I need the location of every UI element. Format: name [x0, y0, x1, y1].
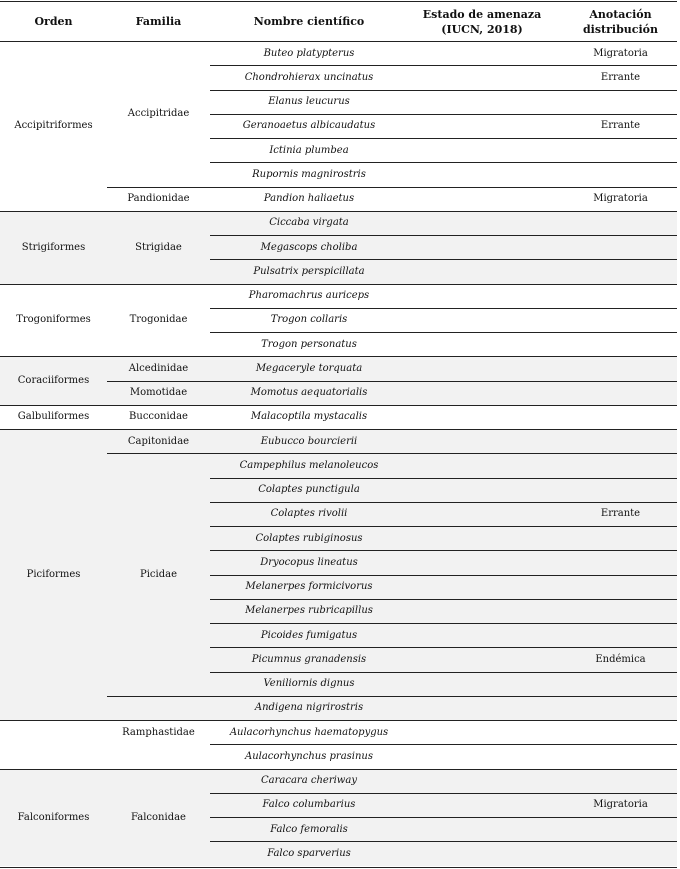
- familia-cell: [107, 211, 210, 284]
- species-name-text: Dryocopus lineatus: [260, 556, 358, 568]
- distribution-note: [564, 235, 677, 259]
- species-name-text: Campephilus melanoleucos: [239, 459, 379, 471]
- familia-cell-text: Pandionidae: [127, 193, 190, 205]
- familia-cell-text: Falconidae: [131, 811, 186, 823]
- familia-cell: [107, 284, 210, 357]
- species-name: [210, 453, 408, 477]
- species-name: [210, 769, 408, 793]
- orden-cell-text: Galbuliformes: [17, 411, 90, 423]
- species-name-text: Colaptes punctigula: [258, 484, 360, 496]
- species-name: [210, 65, 408, 89]
- distribution-note: [564, 550, 677, 574]
- distribution-note-text: Errante: [600, 120, 641, 132]
- distribution-note: [564, 356, 677, 380]
- species-name-text: Megascops choliba: [260, 241, 358, 253]
- species-name-text: Falco columbarius: [262, 799, 356, 811]
- species-name-text: Chondrohierax uncinatus: [244, 71, 374, 83]
- species-name: [210, 356, 408, 380]
- species-name: [210, 502, 408, 526]
- species-name: [210, 284, 408, 308]
- species-divider: [210, 672, 677, 673]
- species-name-text: Ictinia plumbea: [269, 144, 349, 156]
- species-name: [210, 575, 408, 599]
- distribution-note: [564, 744, 677, 768]
- species-divider: [210, 623, 677, 624]
- species-name: [210, 259, 408, 283]
- familia-cell: [107, 381, 210, 405]
- distribution-note: [564, 259, 677, 283]
- orden-cell-text: Coraciiformes: [17, 375, 90, 386]
- species-name-text: Pharomachrus auriceps: [248, 290, 370, 302]
- familia-cell-text: Momotidae: [129, 387, 188, 399]
- distribution-note: [564, 575, 677, 599]
- species-name: [210, 720, 408, 744]
- species-name-text: Buteo platypterus: [263, 47, 355, 59]
- species-name-text: Trogon personatus: [261, 338, 357, 350]
- species-divider: [210, 817, 677, 818]
- distribution-note-text: Errante: [600, 508, 641, 520]
- species-divider: [210, 526, 677, 527]
- familia-cell: [107, 696, 210, 769]
- species-divider: [210, 332, 677, 333]
- orden-cell: [0, 405, 107, 429]
- species-name: [210, 90, 408, 114]
- header-nombre-cientifico: Nombre científico: [253, 15, 365, 28]
- familia-cell: [107, 429, 210, 453]
- species-divider: [210, 550, 677, 551]
- species-name-text: Caracara cheriway: [261, 775, 357, 787]
- species-name: [210, 235, 408, 259]
- distribution-note: [564, 769, 677, 793]
- orden-cell: [0, 41, 107, 211]
- familia-cell-text: Alcedinidae: [128, 362, 189, 374]
- familia-cell-text: Capitonidae: [127, 435, 190, 447]
- species-name-text: Eubucco bourcierii: [260, 435, 358, 447]
- species-name-text: Ciccaba virgata: [269, 217, 349, 229]
- distribution-note: [564, 162, 677, 186]
- familia-cell: [107, 405, 210, 429]
- species-name: [210, 599, 408, 623]
- header-estado-amenaza: Estado de amenaza (IUCN, 2018): [422, 7, 542, 36]
- familia-cell-text: Ramphastidae: [122, 726, 195, 738]
- species-divider: [210, 478, 677, 479]
- species-divider: [210, 114, 677, 115]
- orden-cell: [0, 429, 107, 720]
- species-name: [210, 429, 408, 453]
- species-divider: [210, 647, 677, 648]
- species-divider: [210, 502, 677, 503]
- species-name: [210, 550, 408, 574]
- familia-cell-text: Strigidae: [135, 241, 182, 253]
- species-name-text: Picoides fumigatus: [260, 629, 358, 641]
- distribution-note: [564, 793, 677, 817]
- species-name-text: Geranoaetus albicaudatus: [242, 120, 376, 132]
- distribution-note: [564, 90, 677, 114]
- distribution-note: [564, 284, 677, 308]
- species-name-text: Megaceryle torquata: [255, 362, 363, 374]
- species-name: [210, 478, 408, 502]
- distribution-note: [564, 65, 677, 89]
- species-name: [210, 405, 408, 429]
- familia-cell-text: Bucconidae: [129, 411, 188, 423]
- distribution-note: [564, 429, 677, 453]
- distribution-note: [564, 453, 677, 477]
- distribution-note-text: Endémica: [595, 653, 646, 665]
- species-name-text: Veniliornis dignus: [263, 678, 355, 690]
- distribution-note: [564, 478, 677, 502]
- species-name: [210, 211, 408, 235]
- species-name: [210, 696, 408, 720]
- orden-cell: [0, 769, 107, 866]
- distribution-note: [564, 381, 677, 405]
- species-name: [210, 332, 408, 356]
- distribution-note-text: Errante: [600, 71, 641, 83]
- species-name-text: Colaptes rivolii: [270, 508, 348, 520]
- species-name: [210, 793, 408, 817]
- species-divider: [210, 90, 677, 91]
- species-name: [210, 623, 408, 647]
- species-name-text: Falco femoralis: [270, 823, 348, 835]
- species-name: [210, 41, 408, 65]
- distribution-note: [564, 599, 677, 623]
- species-name-text: Andigena nigrirostris: [254, 702, 364, 714]
- species-divider: [210, 744, 677, 745]
- distribution-note: [564, 41, 677, 65]
- orden-cell-text: Piciformes: [26, 569, 81, 580]
- species-divider: [210, 138, 677, 139]
- distribution-note: [564, 696, 677, 720]
- distribution-note: [564, 332, 677, 356]
- species-name: [210, 114, 408, 138]
- familia-cell: [107, 187, 210, 211]
- species-name: [210, 526, 408, 550]
- distribution-note: [564, 623, 677, 647]
- orden-cell-text: Strigiformes: [21, 241, 86, 253]
- species-name: [210, 744, 408, 768]
- familia-cell: [107, 453, 210, 696]
- species-divider: [210, 841, 677, 842]
- species-divider: [210, 575, 677, 576]
- distribution-note: [564, 211, 677, 235]
- familia-cell: [107, 356, 210, 380]
- distribution-note: [564, 502, 677, 526]
- species-name: [210, 138, 408, 162]
- species-name-text: Picumnus granadensis: [251, 653, 367, 665]
- distribution-note: [564, 308, 677, 332]
- species-name-text: Pandion haliaetus: [263, 193, 355, 205]
- distribution-note: [564, 526, 677, 550]
- distribution-note: [564, 841, 677, 865]
- species-divider: [210, 162, 677, 163]
- species-divider: [210, 793, 677, 794]
- species-name: [210, 647, 408, 671]
- orden-cell: [0, 211, 107, 284]
- header-orden: Orden: [34, 15, 73, 28]
- distribution-note: [564, 647, 677, 671]
- species-name-text: Melanerpes formicivorus: [245, 581, 373, 593]
- species-name: [210, 672, 408, 696]
- species-name: [210, 381, 408, 405]
- distribution-note-text: Migratoria: [593, 193, 648, 205]
- distribution-note: [564, 114, 677, 138]
- species-name-text: Elanus leucurus: [268, 96, 350, 108]
- species-name: [210, 308, 408, 332]
- orden-cell-text: Accipitriformes: [14, 120, 93, 132]
- distribution-note: [564, 672, 677, 696]
- species-name-text: Pulsatrix perspicillata: [253, 265, 365, 277]
- familia-cell: [107, 41, 210, 187]
- header-anotacion-distribucion: Anotación distribución: [582, 7, 659, 36]
- species-name-text: Melanerpes rubricapillus: [245, 605, 373, 617]
- species-name-text: Rupornis magnirostris: [252, 168, 366, 180]
- species-name-text: Malacoptila mystacalis: [250, 411, 368, 423]
- orden-cell-text: Falconiformes: [17, 811, 90, 823]
- familia-cell: [107, 769, 210, 866]
- species-name: [210, 187, 408, 211]
- species-divider: [210, 599, 677, 600]
- orden-cell: [0, 720, 107, 769]
- distribution-note-text: Migratoria: [593, 47, 648, 59]
- distribution-note: [564, 405, 677, 429]
- distribution-note: [564, 187, 677, 211]
- species-name-text: Colaptes rubiginosus: [255, 532, 363, 544]
- orden-cell: [0, 356, 107, 405]
- orden-cell: [0, 284, 107, 357]
- distribution-note: [564, 138, 677, 162]
- species-name: [210, 841, 408, 865]
- species-divider: [210, 65, 677, 66]
- familia-cell-text: Accipitridae: [127, 108, 190, 120]
- distribution-note: [564, 720, 677, 744]
- familia-cell-text: Picidae: [139, 569, 177, 580]
- species-name-text: Falco sparverius: [267, 847, 351, 859]
- table-bottom-rule: [0, 867, 677, 868]
- species-name-text: Aulacorhynchus haematopygus: [229, 726, 389, 738]
- familia-cell-text: Trogonidae: [129, 314, 188, 326]
- species-name-text: Trogon collaris: [270, 314, 348, 326]
- species-divider: [210, 259, 677, 260]
- species-name-text: Momotus aequatorialis: [250, 387, 368, 399]
- orden-cell-text: Trogoniformes: [16, 314, 91, 326]
- distribution-note: [564, 817, 677, 841]
- header-familia: Familia: [135, 15, 182, 28]
- species-name: [210, 162, 408, 186]
- species-divider: [210, 308, 677, 309]
- distribution-note-text: Migratoria: [593, 799, 648, 811]
- species-divider: [210, 235, 677, 236]
- species-name-text: Aulacorhynchus prasinus: [244, 750, 374, 762]
- species-name: [210, 817, 408, 841]
